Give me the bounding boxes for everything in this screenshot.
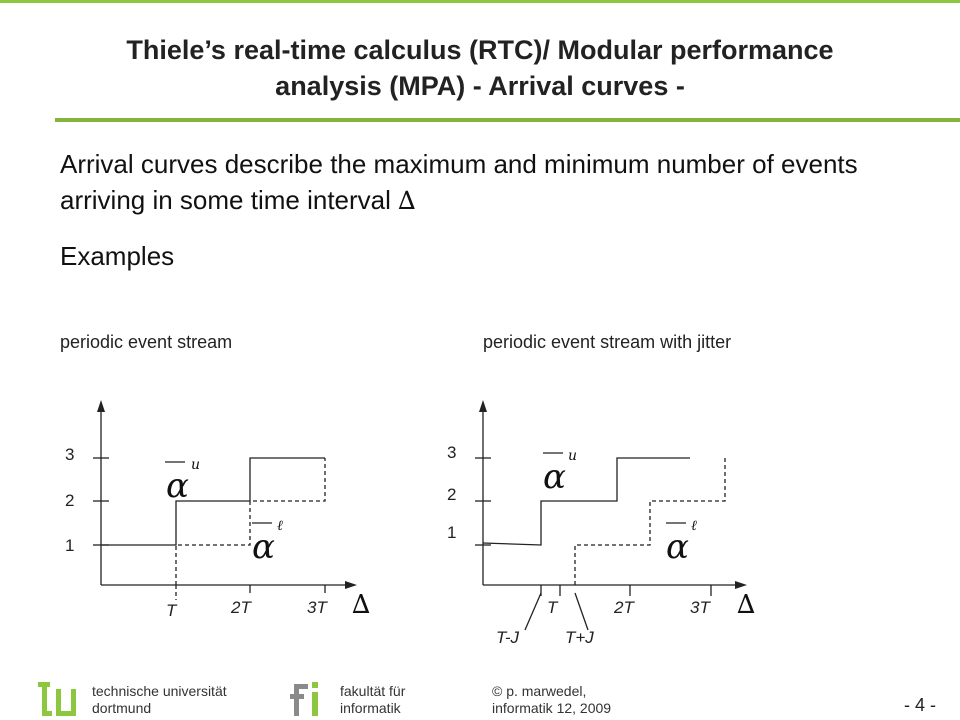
fi-logo-icon <box>290 680 332 720</box>
right-y-label-2: 2 <box>447 485 457 504</box>
left-y-axis-arrow <box>97 400 105 412</box>
right-y-axis-arrow <box>479 400 487 412</box>
left-y-label-1: 1 <box>65 536 75 555</box>
footer <box>0 672 960 720</box>
right-lower-sup: ℓ <box>691 518 697 534</box>
left-x-axis-arrow <box>345 581 357 589</box>
page-number: - 4 - <box>903 695 936 715</box>
left-x-label-T: T <box>166 601 177 620</box>
left-lower-sup: ℓ <box>277 518 283 534</box>
right-x-label-T-J: T-J <box>496 628 519 647</box>
faculty-name-line2: informatik <box>340 700 401 716</box>
author-line2: informatik 12, 2009 <box>492 700 612 716</box>
right-y-label-1: 1 <box>447 523 457 542</box>
university-name-line1: technische universität <box>92 683 227 699</box>
left-x-axis-label: ∆ <box>352 590 371 620</box>
left-y-label-3: 3 <box>65 445 75 464</box>
left-x-label-2T: 2T <box>231 598 251 617</box>
left-upper-alpha: α <box>166 466 189 506</box>
right-y-label-3: 3 <box>447 443 457 462</box>
delta-symbol: ∆ <box>398 186 416 215</box>
right-pointer-T-J <box>525 593 541 630</box>
left-chart-caption: periodic event stream <box>60 332 233 352</box>
left-x-label-3T: 3T <box>307 598 327 617</box>
right-upper-alpha: α <box>543 457 566 497</box>
title-line-2: analysis (MPA) - Arrival curves - <box>275 71 685 101</box>
tu-logo-icon <box>38 680 86 720</box>
lead-text: Arrival curves describe the maximum and minimum number of events arriving in some time interval <box>60 149 858 215</box>
university-name-line2: dortmund <box>92 700 152 716</box>
right-upper-sup: u <box>568 448 578 464</box>
examples-heading: Examples <box>60 241 175 271</box>
author-line1: © p. marwedel, <box>492 683 587 699</box>
right-x-axis-arrow <box>735 581 747 589</box>
right-lower-curve <box>575 458 725 585</box>
right-x-axis-label: ∆ <box>737 590 756 620</box>
title-line-1: Thiele’s real-time calculus (RTC)/ Modular performance <box>126 35 834 65</box>
right-lower-alpha: α <box>666 527 689 567</box>
left-lower-alpha: α <box>252 527 275 567</box>
right-chart-caption: periodic event stream with jitter <box>483 332 732 352</box>
right-pointer-T+J <box>575 593 588 630</box>
right-x-label-T+J: T+J <box>565 628 594 647</box>
right-x-label-3T: 3T <box>690 598 710 617</box>
left-y-label-2: 2 <box>65 491 75 510</box>
right-upper-curve <box>483 458 690 545</box>
faculty-name-line1: fakultät für <box>340 683 406 699</box>
left-upper-sup: u <box>191 457 201 473</box>
right-x-label-2T: 2T <box>614 598 634 617</box>
right-x-label-T: T <box>547 598 558 617</box>
